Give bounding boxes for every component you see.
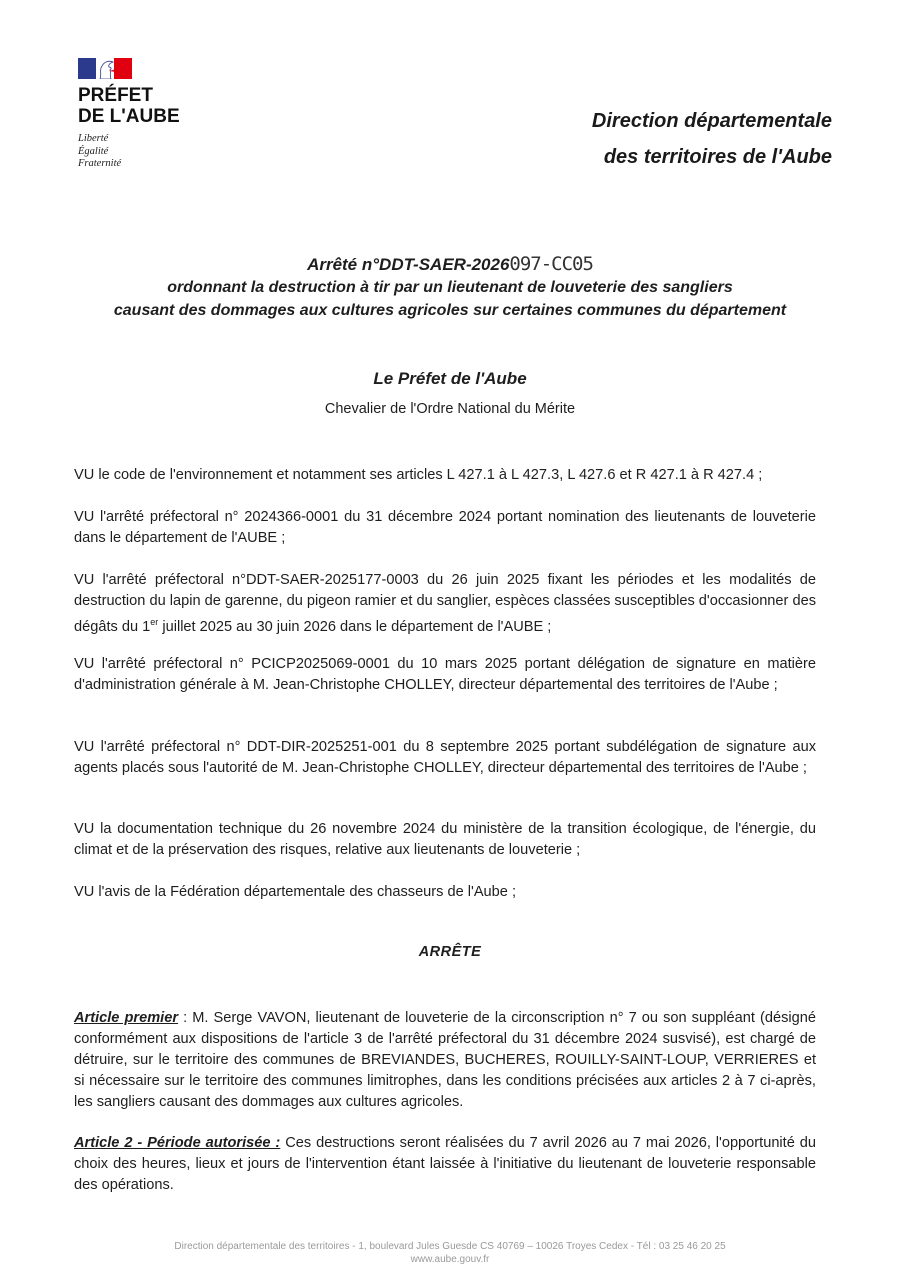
- vu-2: [74, 507, 816, 549]
- vu-3: [74, 570, 816, 638]
- article-2-heading: Article 2 - Période autorisée :: [74, 1135, 281, 1151]
- footer-address: Direction départementale des territoires - 1, boulevard Jules Guesde CS 40769 – 10026 Troyes Cedex - Tél : 03 25 46 20 25: [174, 1241, 726, 1252]
- direction-line1: Direction départementale: [591, 110, 832, 132]
- vu-6: [74, 819, 816, 861]
- vu-3-part2: juillet 2025 au 30 juin 2026 dans le département de l'AUBE ;: [158, 618, 552, 635]
- article-1-text: [74, 1008, 816, 1113]
- footer-website: www.aube.gouv.fr: [410, 1254, 490, 1265]
- direction-heading: [592, 103, 832, 175]
- devise-liberte: Liberté: [78, 133, 109, 144]
- vu-1-text: VU le code de l'environnement et notamment ses articles L 427.1 à L 427.3, L 427.6 et R 427.1 à R 427.4 ;: [74, 467, 763, 483]
- vu-3-part1: VU l'arrêté préfectoral n°DDT-SAER-2025177-0003 du 26 juin 2025 fixant les périodes et les modalités de destruction du lapin de garenne, du pigeon ramier et du sanglier, espèces classées susceptibles d'occasionner des dégâts du 1: [74, 572, 816, 635]
- article-2-body: Ces destructions seront réalisées du 7 avril 2026 au 7 mai 2026, l'opportunité du choix des heures, lieux et jours de l'intervention étant laissée à l'initiative du lieutenant de louveterie responsable des opérations.: [74, 1135, 817, 1193]
- vu-4-text: VU l'arrêté préfectoral n° PCICP2025069-0001 du 10 mars 2025 portant délégation de signature en matière d'administration générale à M. Jean-Christophe CHOLLEY, directeur départemental des territoires de l'Aube ;: [74, 656, 816, 693]
- title-line3: causant des dommages aux cultures agricoles sur certaines communes du département: [113, 302, 787, 319]
- article-1-body: : M. Serge VAVON, lieutenant de louveterie de la circonscription n° 7 ou son suppléant (désigné conformément aux dispositions de l'article 3 de l'arrêté préfectoral du 31 décembre 2024 susvisé), est chargé de détruire, sur le territoire des communes de BREVIANDES, BUCHERES, ROUILLY-SAINT-LOUP, VERRIERES et si nécessaire sur le territoire des communes limitrophes, dans les conditions précisées aux articles 2 à 7 ci-après, les sangliers causant des dommages aux cultures agricoles.: [74, 1010, 816, 1110]
- arrete-number-text: Arrêté n°DDT-SAER-2026: [307, 255, 510, 274]
- vu-5-text: VU l'arrêté préfectoral n° DDT-DIR-2025251-001 du 8 septembre 2025 portant subdélégation de signature aux agents placés sous l'autorité de M. Jean-Christophe CHOLLEY, directeur départemental des territoires de l'Aube ;: [74, 739, 816, 776]
- title-line2: ordonnant la destruction à tir par un lieutenant de louveterie des sangliers: [167, 279, 733, 296]
- arrete-number: [0, 253, 900, 276]
- vu-1: [74, 465, 816, 486]
- devise: [78, 133, 180, 171]
- vu-2-text: VU l'arrêté préfectoral n° 2024366-0001 du 31 décembre 2024 portant nomination des lieutenants de louveterie dans le département de l'AUBE ;: [74, 509, 816, 546]
- vu-3-text: [74, 570, 816, 638]
- direction-line2: des territoires de l'Aube: [603, 146, 832, 168]
- vu-4: [74, 654, 816, 696]
- prefecture-logo: [78, 58, 180, 171]
- arrete-title: [0, 253, 900, 322]
- article-1-heading: Article premier: [74, 1010, 179, 1026]
- vu-7: [74, 882, 816, 903]
- devise-egalite: Égalité: [78, 145, 109, 157]
- logo-title: [78, 85, 180, 127]
- article-1: [74, 1008, 816, 1113]
- arrete-heading: ARRÊTE: [418, 944, 482, 960]
- vu-3-sup: er: [150, 617, 159, 627]
- article-2: [74, 1133, 816, 1196]
- marianne-profile-icon: [96, 58, 118, 79]
- marianne-flag-icon: [78, 58, 132, 79]
- prefet-title: Chevalier de l'Ordre National du Mérite: [324, 401, 576, 417]
- logo-title-line2: DE L'AUBE: [78, 106, 180, 127]
- devise-fraternite: Fraternité: [78, 158, 122, 169]
- prefet-name: Le Préfet de l'Aube: [373, 369, 527, 388]
- vu-7-text: VU l'avis de la Fédération départementale des chasseurs de l'Aube ;: [74, 884, 517, 900]
- logo-title-line1: PRÉFET: [78, 85, 153, 106]
- handwritten-number: 097-CC05: [509, 253, 593, 275]
- footer: [0, 1240, 900, 1266]
- vu-5: [74, 737, 816, 779]
- article-2-text: [74, 1133, 816, 1196]
- vu-6-text: VU la documentation technique du 26 novembre 2024 du ministère de la transition écologique, de l'énergie, du climat et de la préservation des risques, relative aux lieutenants de louveterie ;: [74, 821, 816, 858]
